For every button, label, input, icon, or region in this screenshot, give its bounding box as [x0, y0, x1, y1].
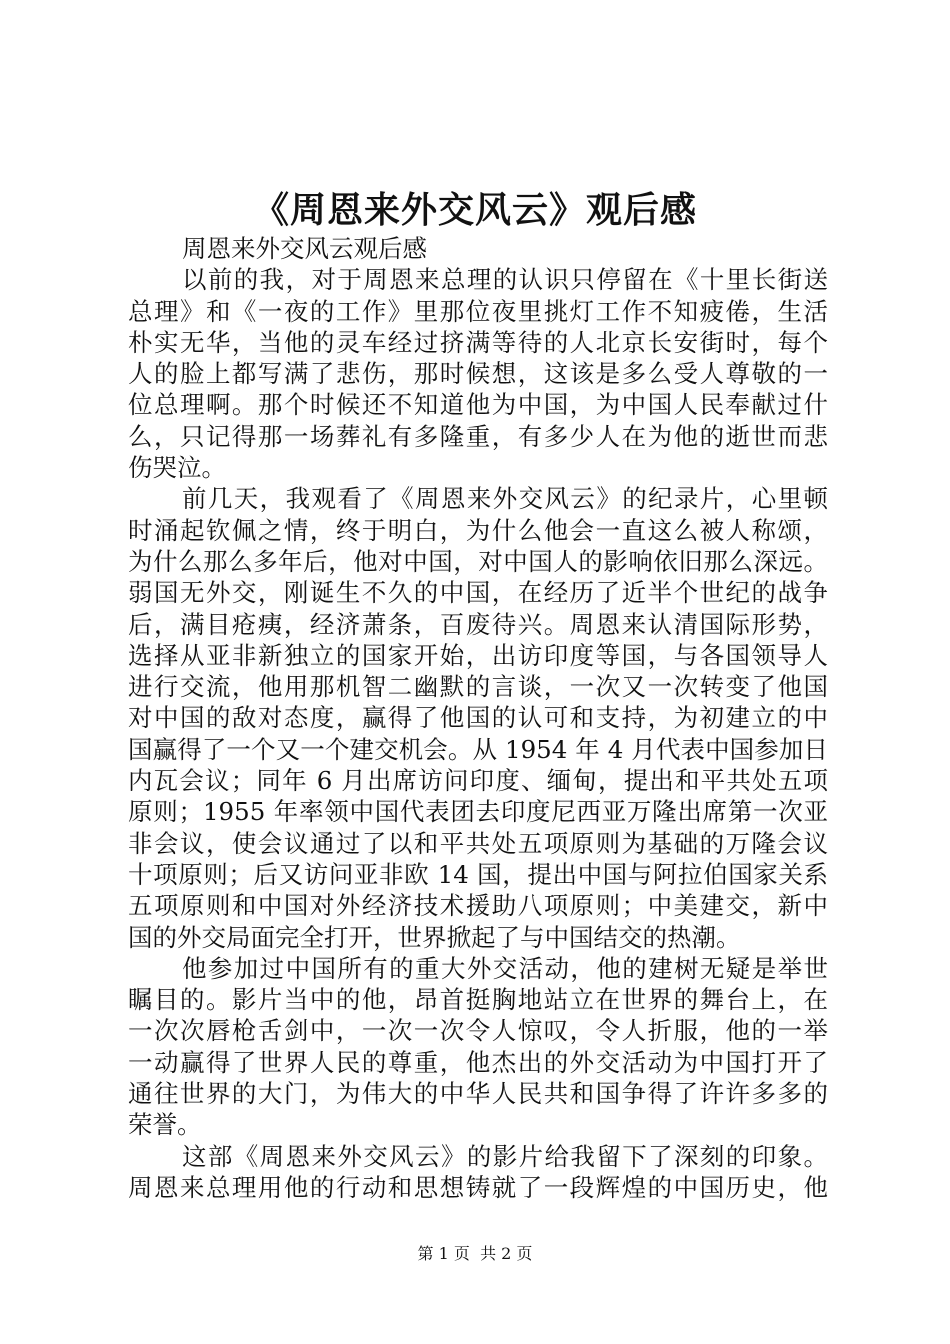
text-line: 朴实无华，当他的灵车经过挤满等待的人北京长安街时，每个	[128, 327, 828, 357]
text-line: 人的脸上都写满了悲伤，那时候想，这该是多么受人尊敬的一	[128, 359, 828, 389]
text-line: 非会议，使会议通过了以和平共处五项原则为基础的万隆会议	[128, 828, 828, 858]
text-line: 通往世界的大门，为伟大的中华人民共和国争得了许许多多的	[128, 1079, 828, 1109]
text-line: 国赢得了一个又一个建交机会。从 1954 年 4 月代表中国参加日	[128, 734, 828, 764]
text-line: 前几天，我观看了《周恩来外交风云》的纪录片，心里顿	[182, 484, 828, 514]
page-title: 《周恩来外交风云》观后感	[252, 189, 697, 231]
page-footer	[0, 1244, 950, 1264]
text-line: 他参加过中国所有的重大外交活动，他的建树无疑是举世	[182, 953, 828, 983]
text-line: 位总理啊。那个时候还不知道他为中国，为中国人民奉献过什	[128, 390, 828, 420]
text-line: 原则；1955 年率领中国代表团去印度尼西亚万隆出席第一次亚	[128, 797, 828, 827]
text-line: 这部《周恩来外交风云》的影片给我留下了深刻的印象。	[182, 1141, 828, 1171]
text-line: 后，满目疮痍，经济萧条，百废待兴。周恩来认清国际形势，	[128, 609, 828, 639]
text-line: 一次次唇枪舌剑中，一次一次令人惊叹，令人折服，他的一举	[128, 1016, 828, 1046]
document-body	[128, 233, 828, 1203]
text-line: 一动赢得了世界人民的尊重，他杰出的外交活动为中国打开了	[128, 1047, 828, 1077]
text-line: 国的外交局面完全打开，世界掀起了与中国结交的热潮。	[128, 922, 741, 952]
text-line: 十项原则；后又访问亚非欧 14 国，提出中国与阿拉伯国家关系	[128, 859, 828, 889]
text-line: 对中国的敌对态度，赢得了他国的认可和支持，为初建立的中	[128, 703, 828, 733]
text-line: 么，只记得那一场葬礼有多隆重，有多少人在为他的逝世而悲	[128, 421, 828, 451]
page-number-label: 第 1 页 共 2 页	[417, 1244, 533, 1263]
text-line: 瞩目的。影片当中的他，昂首挺胸地站立在世界的舞台上，在	[128, 985, 828, 1015]
text-line: 时涌起钦佩之情，终于明白，为什么他会一直这么被人称颂，	[128, 515, 828, 545]
text-line: 五项原则和中国对外经济技术援助八项原则；中美建交，新中	[128, 891, 828, 921]
text-line: 周恩来总理用他的行动和思想铸就了一段辉煌的中国历史，他	[128, 1172, 828, 1202]
text-line: 弱国无外交，刚诞生不久的中国，在经历了近半个世纪的战争	[128, 578, 828, 608]
text-line: 荣誉。	[128, 1110, 202, 1140]
text-line: 选择从亚非新独立的国家开始，出访印度等国，与各国领导人	[128, 640, 828, 670]
text-line: 进行交流，他用那机智二幽默的言谈，一次又一次转变了他国	[128, 672, 828, 702]
text-line: 总理》和《一夜的工作》里那位夜里挑灯工作不知疲倦，生活	[128, 296, 828, 326]
text-line: 伤哭泣。	[128, 453, 226, 483]
text-line: 以前的我，对于周恩来总理的认识只停留在《十里长街送	[182, 265, 828, 295]
text-line: 为什么那么多年后，他对中国，对中国人的影响依旧那么深远。	[128, 546, 828, 576]
text-line: 周恩来外交风云观后感	[182, 234, 427, 263]
text-line: 内瓦会议；同年 6 月出席访问印度、缅甸，提出和平共处五项	[128, 766, 828, 796]
